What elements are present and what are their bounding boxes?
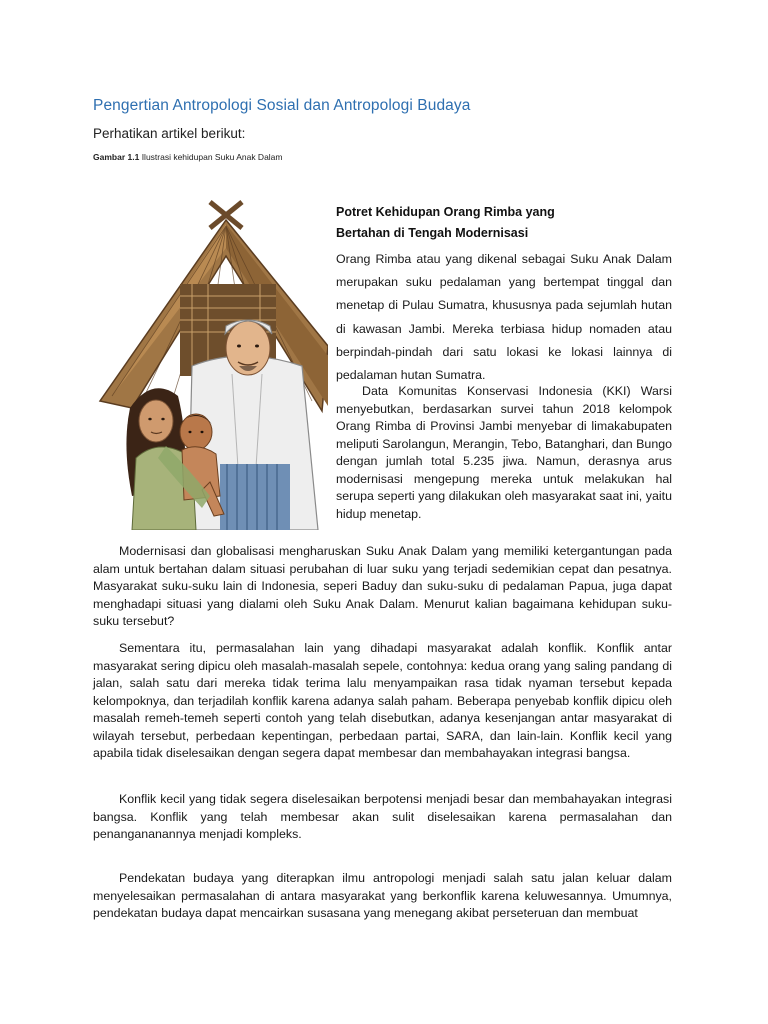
- family-hut-illustration: [92, 196, 328, 530]
- body-paragraph: Pendekatan budaya yang diterapkan ilmu antropologi menjadi salah satu jalan keluar dalam menyelesaikan permasalahan di antara masyarakat yang berkonflik karena keluwesannya. Umumnya, pendekatan budaya dapat mencairkan susasana yang menegang akibat perseteruan dan membuat: [93, 871, 672, 920]
- body-paragraph: Modernisasi dan globalisasi mengharuskan Suku Anak Dalam yang memiliki ketergantungan pada alam untuk bertahan dalam situasi perubahan di luar suku yang terjadi sedemikian cepat dan pesatnya. Masyarakat suku-suku lain di Indonesia, seperi Baduy dan suku-suku di pedalaman Papua, juga dapat menghadapi situasi yang dialami oleh Suku Anak Dalam. Menurut kalian bagaimana kehidupan suku-suku tersebut?: [93, 544, 672, 628]
- article-paragraph: Orang Rimba atau yang dikenal sebagai Suku Anak Dalam merupakan suku pedalaman yang bertempat tinggal dan menetap di Pulau Sumatra, khususnya pada sejumlah hutan di kawasan Jambi. Mereka terbiasa hidup nomaden atau berpindah-pindah dari satu lokasi ke lokasi lainnya di pedalaman hutan Sumatra.: [336, 252, 672, 383]
- intro-text: Perhatikan artikel berikut:: [93, 126, 246, 141]
- article-paragraph: Data Komunitas Konservasi Indonesia (KKI) Warsi menyebutkan, berdasarkan survei tahun 2018 kelompok Orang Rimba di Provinsi Jambi menyebar di limakabupaten meliputi Sarolangun, Merangin, Tebo, Batanghari, dan Bungo dengan jumlah total 5.235 jiwa. Namun, derasnya arus modernisasi mengepung mereka untuk melakukan hal serupa seperti yang dilakukan oleh masyarakat saat ini, yaitu hidup menetap.: [336, 384, 672, 521]
- section-heading: Pengertian Antropologi Sosial dan Antropologi Budaya: [93, 97, 471, 114]
- figure-caption-label: Gambar 1.1: [93, 152, 140, 162]
- body-paragraph: Sementara itu, permasalahan lain yang dihadapi masyarakat adalah konflik. Konflik antar masyarakat sering dipicu oleh masalah-masalah sepele, contohnya: kedua orang yang saling pandang di jalan, salah satu dari mereka tidak terima lalu menyampaikan rasa tidak nyaman tersebut kepada kelompoknya, dan terjadilah konflik karena adanya salah paham. Beberapa penyebab konflik dipicu oleh masalah remeh-temeh seperti contoh yang telah disebutkan, adanya kesenjangan antar masyarakat di wilayah tersebut, perbedaan kepentingan, perbedaan partai, SARA, dan lain-lain. Konflik kecil yang apabila tidak diselesaikan dengan segera dapat membesar dan membahayakan integrasi bangsa.: [93, 641, 672, 760]
- article-title-line: Bertahan di Tengah Modernisasi: [336, 226, 529, 240]
- article-title: [336, 202, 676, 244]
- figure-caption: [93, 152, 283, 162]
- body-paragraph: Konflik kecil yang tidak segera diselesaikan berpotensi menjadi besar dan membahayakan integrasi bangsa. Konflik yang telah membesar akan sulit diselesaikan karena permasalahan dan penangananannya menjadi kompleks.: [93, 792, 672, 841]
- article-title-line: Potret Kehidupan Orang Rimba yang: [336, 205, 555, 219]
- figure-caption-text: Ilustrasi kehidupan Suku Anak Dalam: [141, 152, 283, 162]
